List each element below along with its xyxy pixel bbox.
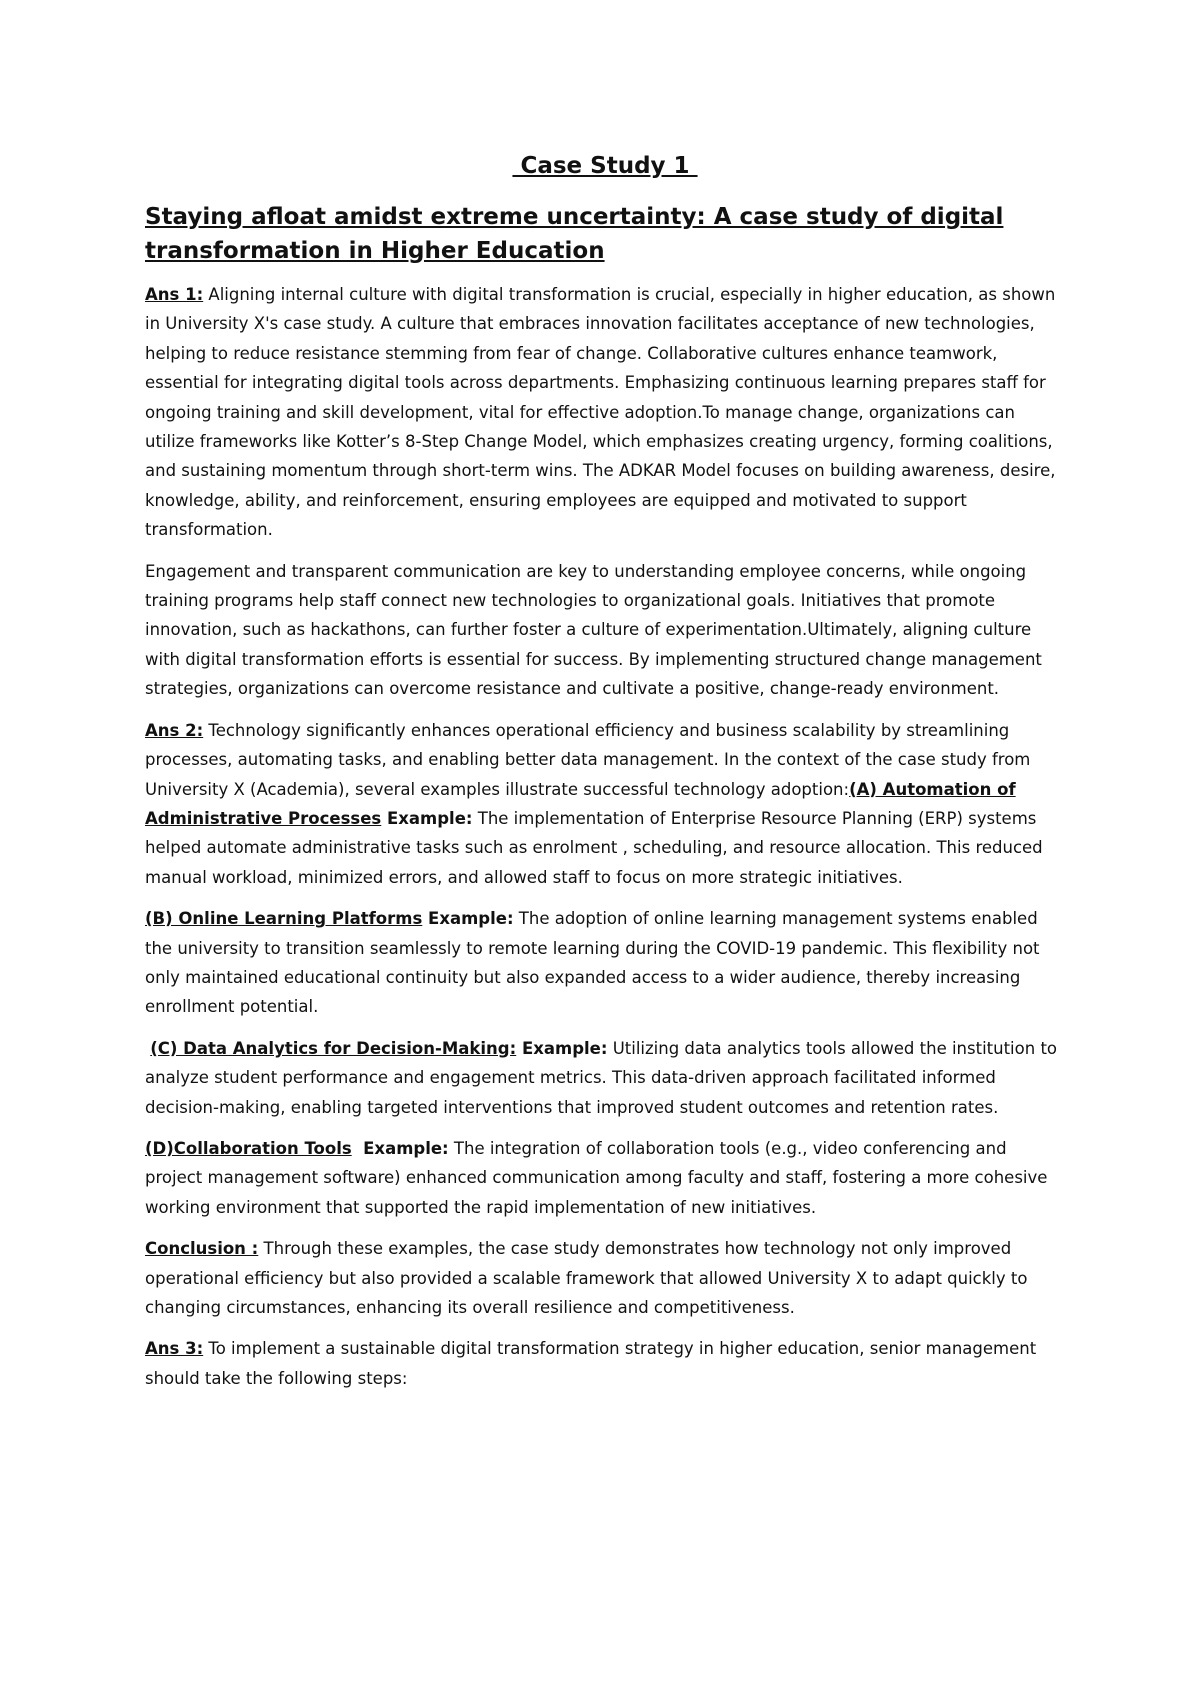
- ans2-d-example-label: Example:: [351, 1138, 449, 1158]
- ans2-d-text: The integration of collaboration tools (e.g., video conferencing and project management software) enhanced communication among faculty and staff, fostering a more cohesive working environment that supported the rapid implementation of new initiatives.: [145, 1138, 1048, 1217]
- conclusion-label: Conclusion :: [145, 1239, 259, 1259]
- ans1-paragraph-2: Engagement and transparent communication are key to understanding employee concerns, while ongoing training programs help staff connect new technologies to organizational goals. Initiatives that promote innovation, such as hackathons, can further foster a culture of experimentation.Ultimately, aligning culture with digital transformation efforts is essential for success. By implementing structured change management strategies, organizations can overcome resistance and cultivate a positive, change-ready environment.: [145, 561, 1042, 699]
- case-study-heading: [145, 150, 1065, 182]
- ans1-text: Aligning internal culture with digital transformation is crucial, especially in higher education, as shown in University X's case study. A culture that embraces innovation facilitates acceptance of new technologies, helping to reduce resistance stemming from fear of change. Collaborative cultures enhance teamwork, essential for integrating digital tools across departments. Emphasizing continuous learning prepares staff for ongoing training and skill development, vital for effective adoption.To manage change, organizations can utilize frameworks like Kotter’s 8-Step Change Model, which emphasizes creating urgency, forming coalitions, and sustaining momentum through short-term wins. The ADKAR Model focuses on building awareness, desire, knowledge, ability, and reinforcement, ensuring employees are equipped and motivated to support transformation.: [145, 285, 1056, 540]
- ans2-b-example-label: Example:: [422, 909, 514, 929]
- ans2-paragraph-d: [145, 1134, 1065, 1222]
- ans3-text: To implement a sustainable digital transformation strategy in higher education, senior management should take the following steps:: [145, 1339, 1037, 1388]
- ans2-c-label: (C) Data Analytics for Decision-Making:: [150, 1038, 517, 1058]
- ans2-c-example-label: Example:: [516, 1038, 608, 1058]
- conclusion-text: Through these examples, the case study demonstrates how technology not only improved operational efficiency but also provided a scalable framework that allowed University X to adapt quickly to changing circumstances, enhancing its overall resilience and competitiveness.: [145, 1239, 1028, 1317]
- ans2-paragraph-c: [145, 1034, 1065, 1122]
- ans2-c-text: Utilizing data analytics tools allowed the institution to analyze student performance and engagement metrics. This data-driven approach facilitated informed decision-making, enabling targeted interventions that improved student outcomes and retention rates.: [145, 1038, 1058, 1117]
- ans1-paragraph-1: [145, 280, 1065, 545]
- conclusion-paragraph: [145, 1234, 1065, 1322]
- document-page: [145, 150, 1065, 1405]
- ans2-d-label: (D)Collaboration Tools: [145, 1138, 352, 1158]
- ans2-label: Ans 2:: [145, 720, 204, 740]
- ans1-label: Ans 1:: [145, 285, 204, 304]
- ans2-a-example-label: Example:: [381, 808, 473, 828]
- ans3-paragraph: [145, 1334, 1065, 1393]
- ans3-label: Ans 3:: [145, 1339, 204, 1359]
- ans2-a-label: (A) Automation of Administrative Processes: [145, 779, 1016, 828]
- ans2-intro-text: Technology significantly enhances operational efficiency and business scalability by streamlining processes, automating tasks, and enabling better data management. In the context of the case study from University X (Academia), several examples illustrate successful technology adoption:: [145, 720, 1031, 799]
- ans2-paragraph-intro: [145, 716, 1065, 892]
- case-study-heading-text: Case Study 1: [512, 153, 698, 179]
- ans2-a-text: The implementation of Enterprise Resource Planning (ERP) systems helped automate administrative tasks such as enrolment , scheduling, and resource allocation. This reduced manual workload, minimized errors, and allowed staff to focus on more strategic initiatives.: [145, 808, 1043, 887]
- ans2-b-text: The adoption of online learning management systems enabled the university to transition seamlessly to remote learning during the COVID-19 pandemic. This flexibility not only maintained educational continuity but also expanded access to a wider audience, thereby increasing enrollment potential.: [145, 909, 1040, 1017]
- ans2-b-label: (B) Online Learning Platforms: [145, 909, 423, 929]
- document-title: Staying afloat amidst extreme uncertainty: A case study of digital transformation in Higher Education: [145, 204, 1004, 264]
- ans2-paragraph-b: [145, 904, 1065, 1022]
